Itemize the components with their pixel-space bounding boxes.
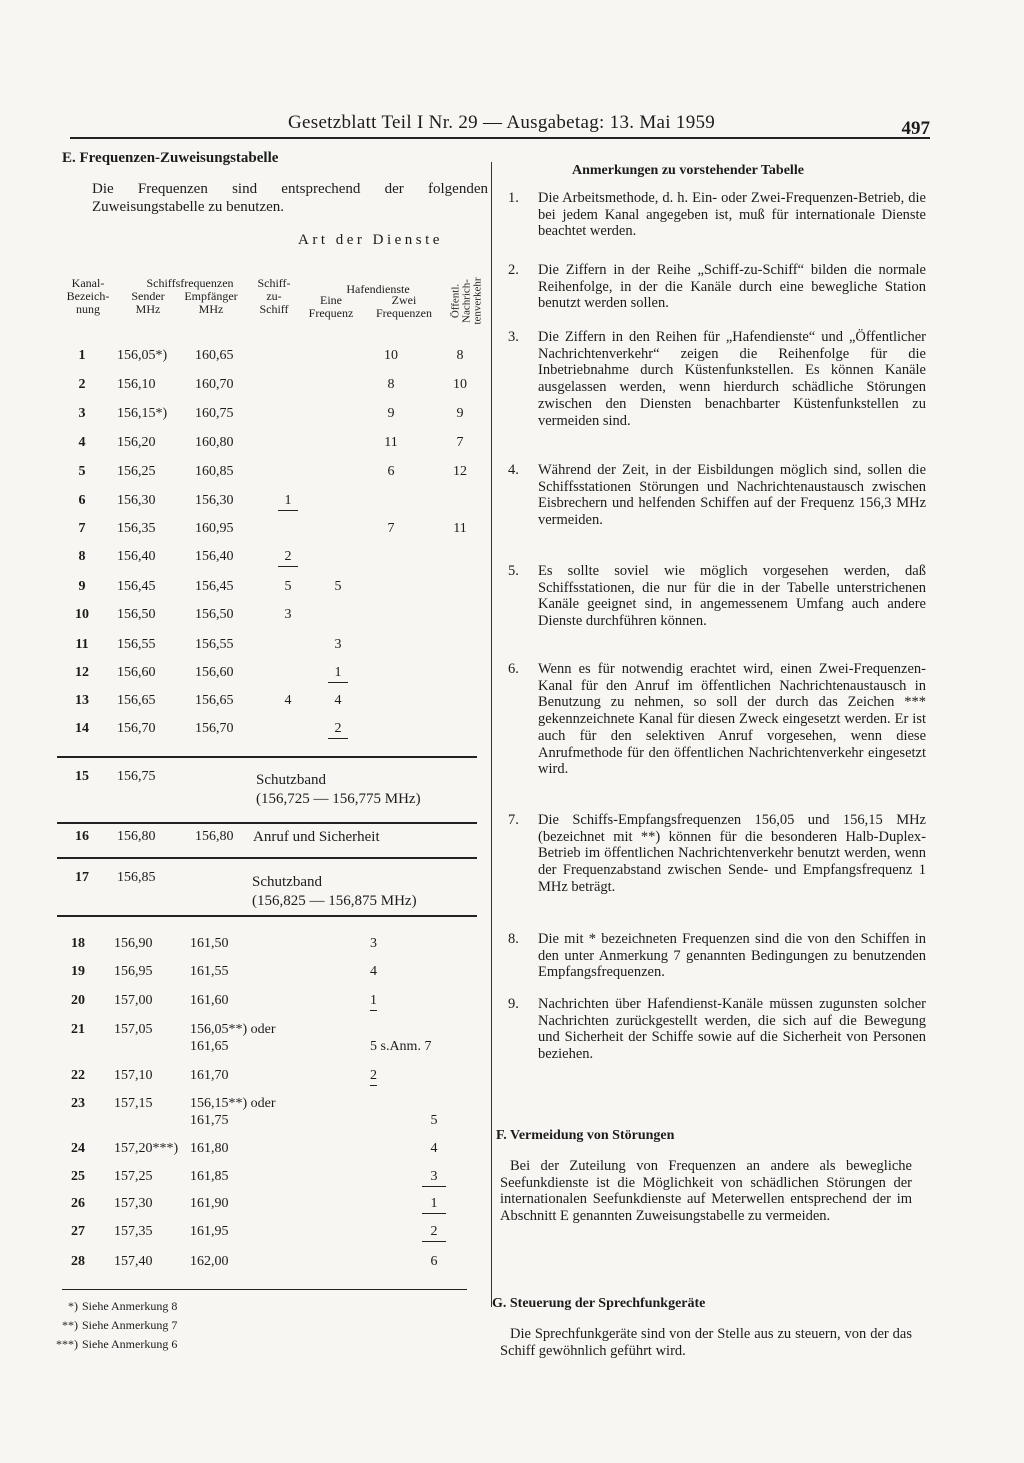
row-oeffentl: 6 [430, 1254, 438, 1269]
row-sender: 156,55 [117, 637, 156, 652]
table-row [62, 549, 487, 571]
table-row [62, 1096, 487, 1128]
row-receiver: 156,60 [195, 665, 234, 680]
note-8 [508, 931, 926, 981]
row-hafen-zwei: 10 [384, 348, 398, 363]
row-hafen-eine: 1 [328, 665, 348, 683]
row-hafen-zwei: 8 [387, 377, 395, 392]
section-f-heading: F. Vermeidung von Störungen [496, 1128, 675, 1143]
row-schiff-zu-schiff: 1 [278, 493, 298, 511]
footnote-3-text: Siehe Anmerkung 6 [82, 1337, 178, 1351]
row-num: 10 [75, 607, 89, 622]
row-sender: 157,25 [114, 1169, 153, 1184]
note-4-text: Während der Zeit, in der Eisbildungen möglich sind, sollen die Schiffsstationen Störungen und Nachrichtenaustausch zwischen Eisbrechern und helfenden Schiffen auf der Frequenz 156,3 MHz vermeiden. [538, 462, 926, 529]
row-hafen-zwei: 6 [387, 464, 395, 479]
section-g-text: Die Sprechfunkgeräte sind von der Stelle aus zu steuern, von der das Schiff gewöhnlich geführt wird. [500, 1326, 912, 1359]
th-kanal: Kanal- Bezeich- nung [66, 276, 110, 316]
table-row [62, 1022, 487, 1054]
row-receiver: 156,65 [195, 693, 234, 708]
row-oeffentl: 2 [422, 1224, 446, 1242]
row-receiver: 156,55 [195, 637, 234, 652]
row-receiver: 156,40 [195, 549, 234, 564]
section-f-text: Bei der Zuteilung von Frequenzen an andere als bewegliche Seefunkdienste ist die Möglichkeit von schädlichen Störungen der internationalen Seefunkdienste auf Meterwellen entsprechend der im Abschnitt E genannten Zuweisungstabelle zu vermeiden. [500, 1158, 912, 1225]
row-sender: 157,10 [114, 1068, 153, 1083]
table-row [62, 1254, 487, 1276]
row-sender: 156,90 [114, 936, 153, 951]
row-num: 14 [75, 721, 89, 736]
table-row [62, 1196, 487, 1218]
row-num: 26 [71, 1196, 85, 1211]
note-1-num: 1. [508, 190, 519, 206]
row-16-num: 16 [75, 829, 89, 844]
row-num: 24 [71, 1141, 85, 1156]
table-row-16 [62, 829, 487, 851]
row-receiver: 161,85 [190, 1169, 229, 1184]
row-sender: 156,25 [117, 464, 156, 479]
row-oeffentl: 11 [453, 521, 467, 536]
note-6-num: 6. [508, 661, 519, 677]
row-hafen-zwei: 7 [387, 521, 395, 536]
table-row [62, 1141, 487, 1163]
page-number: 497 [901, 118, 930, 139]
th-oeffentl [445, 262, 489, 340]
table-group-header: Art der Dienste [298, 232, 443, 248]
table-row [62, 1068, 487, 1090]
row-sender: 156,95 [114, 964, 153, 979]
band-rule-top [57, 756, 477, 758]
row-sender: 156,50 [117, 607, 156, 622]
row-num: 8 [78, 549, 86, 564]
row-sender: 156,30 [117, 493, 156, 508]
row-sender: 156,60 [117, 665, 156, 680]
band-rule-17 [57, 857, 477, 859]
band-rule-16 [57, 822, 477, 824]
row-oeffentl: 8 [456, 348, 464, 363]
row-num: 25 [71, 1169, 85, 1184]
column-divider [491, 162, 492, 1307]
row-num: 11 [75, 637, 89, 652]
row-num: 2 [78, 377, 86, 392]
table-row [62, 435, 487, 457]
section-e-intro: Die Frequenzen sind entsprechend der folgenden Zuweisungstabelle zu benutzen. [92, 181, 488, 215]
row-oeffentl: 7 [456, 435, 464, 450]
row-sender: 156,20 [117, 435, 156, 450]
row-num: 12 [75, 665, 89, 680]
note-9-text: Nachrichten über Hafendienst-Kanäle müssen zugunsten solcher Nachrichten zurückgestellt werden, die sich auf die Bewegung und Sicherheit der Schiffe sowie auf die Sicherheit von Personen beziehen. [538, 996, 926, 1063]
row-sender: 157,15 [114, 1096, 153, 1111]
row-sender: 156,65 [117, 693, 156, 708]
row-sender: 156,70 [117, 721, 156, 736]
row-sender: 157,40 [114, 1254, 153, 1269]
row-hafen-eine: 3 [334, 637, 342, 652]
band-17-line1: Schutzband [252, 874, 322, 890]
note-3-text: Die Ziffern in den Reihen für „Hafendienste“ und „Öffentlicher Nachrichtenverkehr“ zeigen die Reihenfolge für die Inbetriebnahme durch Küstenfunkstellen. Es können Kanäle ausgelassen werden, wenn hierdurch schädliche Störungen zwischen den Diensten benachbarter Küstenfunkstellen zu vermeiden sind. [538, 329, 926, 429]
th-oeffentl-label: Öffentl. Nachrich- tenverkehr [449, 277, 484, 325]
row-schiff-zu-schiff: 3 [284, 607, 292, 622]
row-receiver: 162,00 [190, 1254, 229, 1269]
row-receiver: 160,80 [195, 435, 234, 450]
page-header [70, 112, 930, 140]
row-receiver: 156,50 [195, 607, 234, 622]
footnote-1 [40, 1299, 177, 1314]
note-5-num: 5. [508, 563, 519, 579]
row-oeffentl: 9 [456, 406, 464, 421]
row-num: 28 [71, 1254, 85, 1269]
table-row [62, 521, 487, 543]
row-sender: 157,30 [114, 1196, 153, 1211]
row-15-num: 15 [75, 769, 89, 784]
note-5 [508, 563, 926, 630]
row-16-text: Anruf und Sicherheit [253, 829, 380, 845]
note-5-text: Es sollte soviel wie möglich vorgesehen werden, daß Schiffsstationen, die nur für die in der Tabelle unterstrichenen Kanäle geeignet sind, in angemessenem Umfang auch andere Dienste durchführen können. [538, 563, 926, 630]
note-7 [508, 812, 926, 896]
row-num: 9 [78, 579, 86, 594]
row-num: 27 [71, 1224, 85, 1239]
table-row [62, 377, 487, 399]
row-receiver: 161,90 [190, 1196, 229, 1211]
row-sender: 156,10 [117, 377, 156, 392]
row-hafen-zwei: 1 [370, 993, 377, 1011]
row-sender: 157,05 [114, 1022, 153, 1037]
row-hafen-zwei: 4 [370, 964, 377, 979]
row-sender: 157,35 [114, 1224, 153, 1239]
row-num: 19 [71, 964, 85, 979]
row-receiver: 160,70 [195, 377, 234, 392]
note-4 [508, 462, 926, 529]
table-row [62, 637, 487, 659]
note-3 [508, 329, 926, 429]
row-17-num: 17 [75, 870, 89, 885]
row-hafen-zwei: 2 [370, 1068, 377, 1086]
note-6 [508, 661, 926, 778]
row-receiver: 160,75 [195, 406, 234, 421]
row-num: 3 [78, 406, 86, 421]
row-num: 18 [71, 936, 85, 951]
row-oeffentl: 3 [422, 1169, 446, 1187]
table-row [62, 964, 487, 986]
note-1 [508, 190, 926, 240]
row-receiver-alt: 161,75 [190, 1113, 229, 1128]
th-schiffsfrequenzen: Schiffsfrequenzen [146, 276, 234, 290]
band-15-text [256, 771, 421, 809]
row-oeffentl: 1 [422, 1196, 446, 1214]
row-oeffentl: 10 [453, 377, 467, 392]
row-num: 1 [78, 348, 86, 363]
row-oeffentl: 12 [453, 464, 467, 479]
row-hafen-zwei: 5 s.Anm. 7 [370, 1039, 432, 1054]
note-2 [508, 262, 926, 312]
band-15-line2: (156,725 — 156,775 MHz) [256, 791, 421, 807]
header-title: Gesetzblatt Teil I Nr. 29 — Ausgabetag: 13. Mai 1959 [288, 112, 716, 133]
row-sender: 156,05*) [117, 348, 168, 363]
section-e-heading: E. Frequenzen-Zuweisungstabelle [62, 150, 279, 166]
row-oeffentl: 4 [430, 1141, 438, 1156]
row-sender: 156,40 [117, 549, 156, 564]
note-8-num: 8. [508, 931, 519, 947]
row-num: 4 [78, 435, 86, 450]
row-hafen-zwei: 3 [370, 936, 377, 951]
row-hafen-eine: 2 [328, 721, 348, 739]
row-sender: 157,00 [114, 993, 153, 1008]
table-row [62, 348, 487, 370]
footnote-1-mark: *) [68, 1299, 78, 1313]
row-oeffentl: 5 [430, 1113, 438, 1128]
row-receiver: 156,45 [195, 579, 234, 594]
note-9 [508, 996, 926, 1063]
footnote-1-text: Siehe Anmerkung 8 [82, 1299, 178, 1313]
row-hafen-zwei: 9 [387, 406, 395, 421]
row-sender: 156,35 [117, 521, 156, 536]
table-row [62, 936, 487, 958]
footnote-2-mark: **) [62, 1318, 78, 1332]
row-hafen-eine: 5 [334, 579, 342, 594]
band-15-line1: Schutzband [256, 772, 326, 788]
row-receiver: 160,65 [195, 348, 234, 363]
note-4-num: 4. [508, 462, 519, 478]
row-16-sender: 156,80 [117, 829, 156, 844]
th-hafen-zwei: Zwei Frequenzen [376, 293, 432, 320]
row-receiver: 160,95 [195, 521, 234, 536]
th-schiff-zu-schiff: Schiff- zu- Schiff [257, 276, 291, 316]
table-row [62, 493, 487, 515]
header-rule [70, 137, 930, 139]
note-3-num: 3. [508, 329, 519, 345]
table-row [62, 665, 487, 687]
row-receiver: 156,15**) oder [190, 1096, 276, 1111]
row-num: 23 [71, 1096, 85, 1111]
row-receiver: 161,50 [190, 936, 229, 951]
row-num: 21 [71, 1022, 85, 1037]
th-hafen-eine: Eine Frequenz [308, 293, 354, 320]
footnote-2 [40, 1318, 177, 1333]
row-num: 20 [71, 993, 85, 1008]
row-17-sender: 156,85 [117, 870, 156, 885]
row-receiver: 161,60 [190, 993, 229, 1008]
table-row [62, 1169, 487, 1191]
band-rule-bottom [57, 915, 477, 917]
row-sender: 157,20***) [114, 1141, 179, 1156]
row-16-receiver: 156,80 [195, 829, 234, 844]
note-1-text: Die Arbeitsmethode, d. h. Ein- oder Zwei-Frequenzen-Betrieb, die bei jedem Kanal angegeben ist, muß für internationale Dienste beachtet werden. [538, 190, 926, 240]
row-hafen-eine: 4 [334, 693, 342, 708]
footnote-3-mark: ***) [56, 1337, 78, 1351]
row-num: 5 [78, 464, 86, 479]
row-num: 6 [78, 493, 86, 508]
th-sender: Sender MHz [131, 289, 165, 316]
section-g-heading: G. Steuerung der Sprechfunkgeräte [492, 1296, 706, 1311]
row-receiver: 161,95 [190, 1224, 229, 1239]
row-receiver: 161,55 [190, 964, 229, 979]
row-num: 13 [75, 693, 89, 708]
footnote-3 [40, 1337, 177, 1352]
table-row [62, 406, 487, 428]
table-row [62, 721, 487, 743]
row-hafen-zwei: 11 [384, 435, 398, 450]
note-6-text: Wenn es für notwendig erachtet wird, einen Zwei-Frequenzen-Kanal für den Anruf im öffentlichen Nachrichtenaustausch in Benutzung zu nehmen, so soll der durch das Zeichen *** gekennzeichnete Kanal für diesen Zweck eingesetzt werden. Er ist auch für den selektiven Anruf vorgesehen, wenn diese Anrufmethode für den öffentlichen Nachrichtenverkehr eingesetzt wird. [538, 661, 926, 778]
row-receiver: 160,85 [195, 464, 234, 479]
row-schiff-zu-schiff: 4 [284, 693, 292, 708]
table-row [62, 607, 487, 629]
row-receiver: 161,80 [190, 1141, 229, 1156]
row-receiver-alt: 161,65 [190, 1039, 229, 1054]
table-end-rule [62, 1289, 467, 1290]
note-9-num: 9. [508, 996, 519, 1012]
notes-heading: Anmerkungen zu vorstehender Tabelle [572, 163, 804, 178]
note-8-text: Die mit * bezeichneten Frequenzen sind die von den Schiffen in den unter Anmerkung 7 genannten Bedingungen zu benutzenden Empfangsfrequenzen. [538, 931, 926, 981]
row-num: 22 [71, 1068, 85, 1083]
row-receiver: 156,70 [195, 721, 234, 736]
row-sender: 156,45 [117, 579, 156, 594]
row-receiver: 156,05**) oder [190, 1022, 276, 1037]
row-receiver: 161,70 [190, 1068, 229, 1083]
row-sender: 156,15*) [117, 406, 168, 421]
note-2-num: 2. [508, 262, 519, 278]
row-num: 7 [78, 521, 86, 536]
row-schiff-zu-schiff: 5 [284, 579, 292, 594]
note-7-num: 7. [508, 812, 519, 828]
table-row [62, 993, 487, 1015]
footnote-2-text: Siehe Anmerkung 7 [82, 1318, 178, 1332]
table-row [62, 579, 487, 601]
note-2-text: Die Ziffern in der Reihe „Schiff-zu-Schiff“ bilden die normale Reihenfolge, in der die Kanäle durch eine bewegliche Station benutzt werden sollen. [538, 262, 926, 312]
row-schiff-zu-schiff: 2 [278, 549, 298, 567]
th-hafendienste: Hafendienste [346, 282, 410, 296]
table-row [62, 1224, 487, 1246]
row-15-sender: 156,75 [117, 769, 156, 784]
row-receiver: 156,30 [195, 493, 234, 508]
note-7-text: Die Schiffs-Empfangsfrequenzen 156,05 und 156,15 MHz (bezeichnet mit **) können für die besonderen Halb-Duplex-Betrieb im öffentlichen Nachrichtenverkehr benutzt werden, wenn der Frequenzabstand zwischen Sende- und Empfangsfrequenz 1 MHz beträgt. [538, 812, 926, 895]
band-17-text [252, 873, 417, 911]
th-empfaenger: Empfänger MHz [184, 289, 238, 316]
table-row [62, 693, 487, 715]
table-row [62, 464, 487, 486]
band-17-line2: (156,825 — 156,875 MHz) [252, 893, 417, 909]
